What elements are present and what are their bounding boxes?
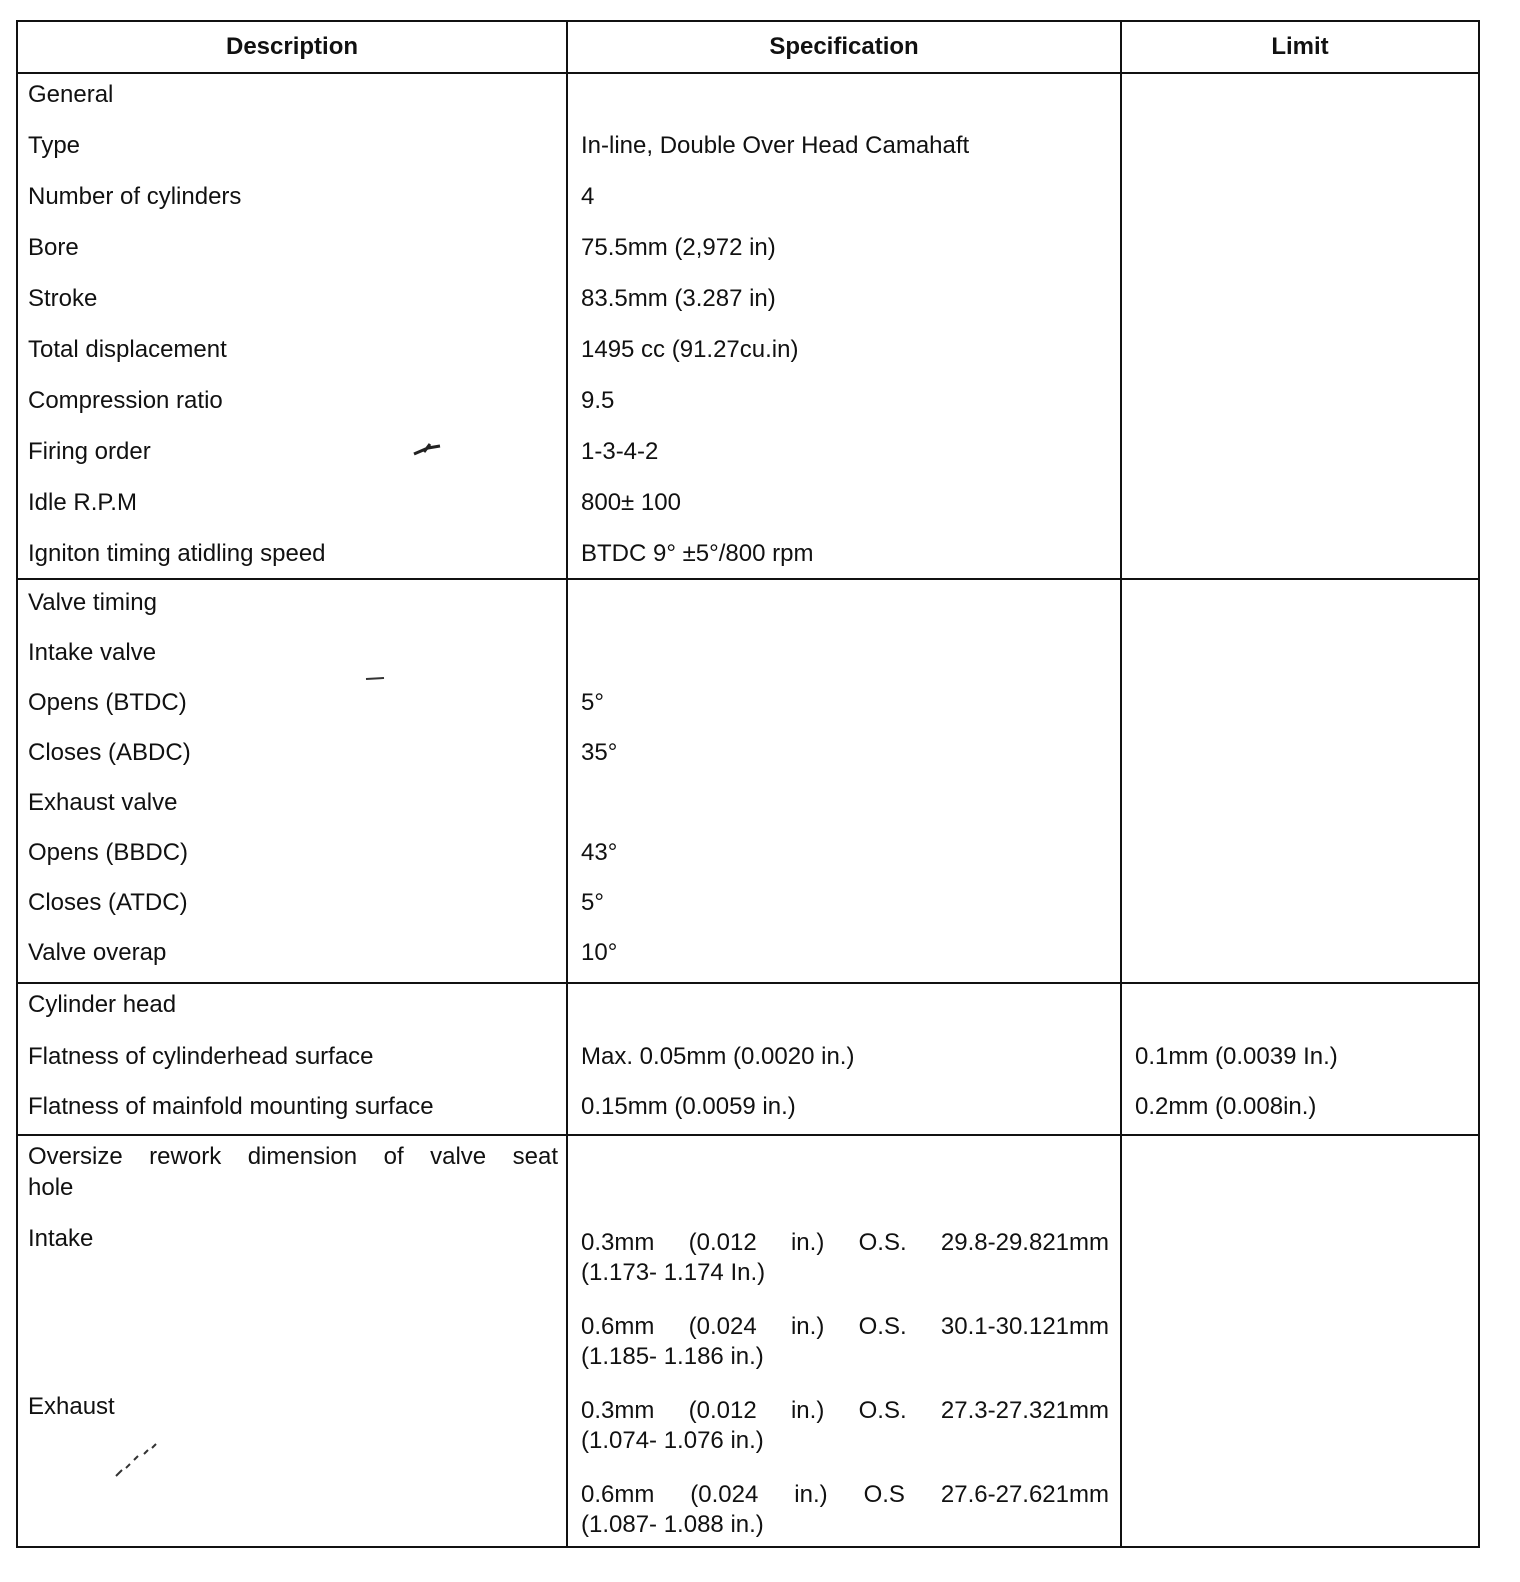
row-specification: In-line, Double Over Head Camahaft bbox=[581, 132, 970, 159]
row-description: Bore bbox=[28, 234, 79, 261]
spec-entry-line: 0.3mm (0.012 in.) O.S. 29.8-29.821mm bbox=[581, 1229, 1109, 1256]
column-divider bbox=[566, 22, 568, 1546]
row-description: Flatness of cylinderhead surface bbox=[28, 1043, 374, 1070]
row-description: Valve overap bbox=[28, 939, 167, 966]
spec-entry-line: 0.6mm (0.024 in.) O.S. 30.1-30.121mm bbox=[581, 1313, 1109, 1340]
row-specification: 83.5mm (3.287 in) bbox=[581, 285, 776, 312]
row-description: Exhaust valve bbox=[28, 789, 178, 816]
row-description: Closes (ATDC) bbox=[28, 889, 188, 916]
column-divider bbox=[1120, 22, 1122, 1546]
row-description: Intake bbox=[28, 1225, 94, 1252]
spec-entry-line: 0.6mm (0.024 in.) O.S 27.6-27.621mm bbox=[581, 1481, 1109, 1508]
scan-mark bbox=[410, 440, 450, 460]
row-specification: 1-3-4-2 bbox=[581, 438, 659, 465]
row-limit: 0.1mm (0.0039 In.) bbox=[1135, 1043, 1338, 1070]
header-limit: Limit bbox=[1271, 33, 1329, 60]
row-description: Closes (ABDC) bbox=[28, 739, 191, 766]
row-specification: 4 bbox=[581, 183, 595, 210]
row-description: Cylinder head bbox=[28, 991, 177, 1018]
row-specification: 35° bbox=[581, 739, 618, 766]
row-specification: 1495 cc (91.27cu.in) bbox=[581, 336, 799, 363]
section-divider bbox=[18, 578, 1478, 580]
row-specification: 5° bbox=[581, 889, 604, 916]
row-description: Valve timing bbox=[28, 589, 157, 616]
row-description: Stroke bbox=[28, 285, 98, 312]
spec-entry-line: (1.185- 1.186 in.) bbox=[581, 1343, 764, 1370]
row-description: Flatness of mainfold mounting surface bbox=[28, 1093, 434, 1120]
spec-entry-line: (1.074- 1.076 in.) bbox=[581, 1427, 764, 1454]
row-description: Firing order bbox=[28, 438, 151, 465]
spec-entry-line: (1.173- 1.174 In.) bbox=[581, 1259, 766, 1286]
row-specification: 10° bbox=[581, 939, 618, 966]
row-specification: 75.5mm (2,972 in) bbox=[581, 234, 776, 261]
row-specification: 0.15mm (0.0059 in.) bbox=[581, 1093, 796, 1120]
row-description: Compression ratio bbox=[28, 387, 223, 414]
row-description: Idle R.P.M bbox=[28, 489, 137, 516]
row-specification: Max. 0.05mm (0.0020 in.) bbox=[581, 1043, 855, 1070]
header-description: Description bbox=[225, 33, 359, 60]
row-description: Type bbox=[28, 132, 81, 159]
row-specification: 43° bbox=[581, 839, 618, 866]
header-divider bbox=[18, 72, 1478, 74]
row-specification: 9.5 bbox=[581, 387, 615, 414]
section-divider bbox=[18, 982, 1478, 984]
row-description: hole bbox=[28, 1174, 74, 1201]
section-divider bbox=[18, 1134, 1478, 1136]
row-description: Total displacement bbox=[28, 336, 227, 363]
spec-table bbox=[16, 20, 1480, 1548]
spec-entry-line: (1.087- 1.088 in.) bbox=[581, 1511, 764, 1538]
header-specification: Specification bbox=[769, 33, 919, 60]
spec-entry-line: 0.3mm (0.012 in.) O.S. 27.3-27.321mm bbox=[581, 1397, 1109, 1424]
scan-mark bbox=[112, 1440, 162, 1480]
row-description: Number of cylinders bbox=[28, 183, 242, 210]
scan-mark bbox=[364, 674, 388, 684]
row-description: Opens (BBDC) bbox=[28, 839, 189, 866]
row-specification: 5° bbox=[581, 689, 604, 716]
row-description: General bbox=[28, 81, 114, 108]
row-limit: 0.2mm (0.008in.) bbox=[1135, 1093, 1317, 1120]
row-description: Exhaust bbox=[28, 1393, 115, 1420]
row-description: Oversize rework dimension of valve seat bbox=[28, 1143, 558, 1170]
row-description: Intake valve bbox=[28, 639, 157, 666]
row-description: Igniton timing atidling speed bbox=[28, 540, 326, 567]
row-specification: BTDC 9° ±5°/800 rpm bbox=[581, 540, 814, 567]
row-specification: 800± 100 bbox=[581, 489, 681, 516]
row-description: Opens (BTDC) bbox=[28, 689, 187, 716]
